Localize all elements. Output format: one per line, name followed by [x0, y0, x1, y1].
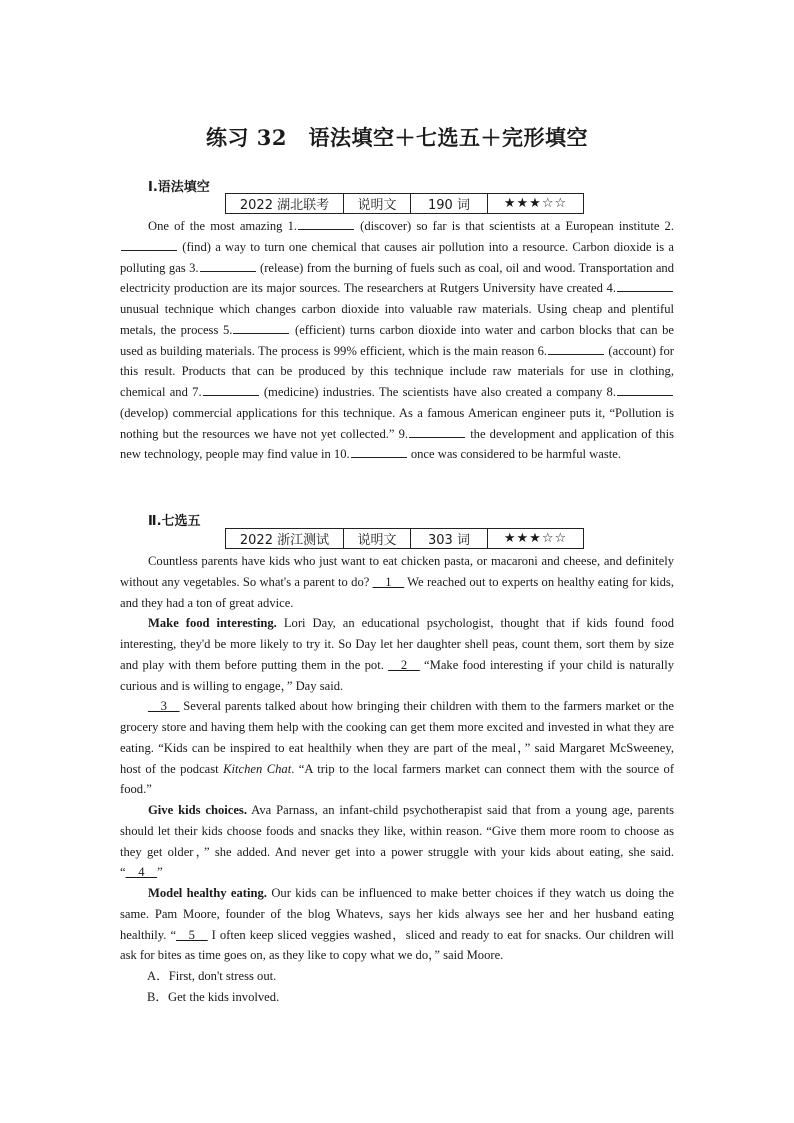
option-a[interactable]: A．First, don't stress out.	[147, 969, 277, 983]
meta-source: 2022 湖北联考	[226, 194, 344, 214]
paragraph-5: Model healthy eating. Our kids can be influenced to make better choices if they watch us doing the same. Pam Moore, founder of the blog Whatevs, says her kids always see her and her husband eating healthily. “__5__ I often keep sliced veggies washed，sliced and ready to eat for snacks. Our children will ask for bites as time goes on, as they like to copy what we do，” said Moore.	[120, 886, 675, 963]
blank-6[interactable]	[548, 341, 604, 355]
blank-5[interactable]: __5__	[176, 927, 208, 942]
blank-2[interactable]: __2__	[388, 657, 420, 672]
section1-meta-table	[225, 193, 584, 214]
meta-difficulty: ★★★☆☆	[488, 529, 584, 549]
section1-label: Ⅰ.语法填空	[148, 180, 210, 195]
blank-1[interactable]: __1__	[372, 574, 405, 589]
paragraph-2: Make food interesting. Lori Day, an educational psychologist, thought that if kids found food interesting, they'd be more likely to try it. So Day let her daughter shell peas, count them, sort them by size and play with them before putting them in the pot. __2__ “Make food interesting if your child is naturally curious and is willing to engage，” Day said.	[120, 616, 674, 693]
blank-2[interactable]	[121, 237, 177, 251]
paragraph-3: __3__ Several parents talked about how bringing their children with them to the farmers market or the grocery store and having them help with the cooking can get them more excited and invested in what they are eating. “Kids can be inspired to eat healthily when they are part of the meal，” said Margaret McSweeney, host of the podcast Kitchen Chat. “A trip to the local farmers market can connect them with the source of food.”	[120, 699, 675, 797]
paragraph-4: Give kids choices. Ava Parnass, an infant-child psychotherapist said that from a young age, parents should let their kids choose foods and snacks they like, within reason. “Give them more room to choose as they get older，” she added. And never get into a power struggle with your kids about eating, she said. “__4__”	[120, 803, 674, 880]
heading-model-healthy-eating: Model healthy eating.	[148, 886, 267, 900]
blank-9[interactable]	[409, 424, 465, 438]
section2-meta-table	[225, 528, 584, 549]
blank-10[interactable]	[351, 444, 407, 458]
blank-4[interactable]: __4__	[125, 865, 158, 880]
blank-7[interactable]	[203, 382, 259, 396]
grammar-passage: One of the most amazing 1. (discover) so far is that scientists at a European institute 2. (find) a way to turn one chemical that causes air pollution into a resource. Carbon dioxide is a polluting gas 3. (release) from the burning of fuels such as coal, oil and wood. Transportation and electricity production are its major sources. The researchers at Rutgers University have created 4. unusual technique which changes carbon dioxide into valuable raw materials. Using cheap and plentiful metals, the process 5. (efficient) turns carbon dioxide into water and carbon blocks that can be used as building materials. The process is 99% efficient, which is the main reason 6. (account) for this result. Products that can be produced by this technique include raw materials for use in clothing, chemical and 7. (medicine) industries. The scientists have also created a company 8. (develop) commercial applications for this technique. As a famous American engineer puts it, “Pollution is nothing but the resources we have not yet collected.” 9. the development and application of this new technology, people may find value in 10. once was considered to be harmful waste.	[120, 216, 674, 465]
heading-make-food-interesting: Make food interesting.	[148, 616, 277, 631]
meta-wordcount: 303 词	[411, 529, 488, 549]
blank-3[interactable]: __3__	[148, 699, 180, 714]
blank-1[interactable]	[298, 216, 354, 230]
blank-8[interactable]	[617, 382, 673, 396]
section1-passage	[120, 216, 674, 465]
page-title: 练习 32 语法填空＋七选五＋完形填空	[205, 125, 589, 150]
meta-source: 2022 浙江测试	[226, 529, 344, 549]
meta-genre: 说明文	[344, 529, 411, 549]
podcast-title: Kitchen Chat	[223, 761, 292, 776]
section2-label: Ⅱ.七选五	[148, 514, 201, 529]
blank-4[interactable]	[617, 278, 673, 292]
blank-5[interactable]	[233, 320, 289, 334]
paragraph-1: Countless parents have kids who just want to eat chicken pasta, or macaroni and cheese, and definitely without any vegetables. So what's a parent to do? __1__ We reached out to experts on healthy eating for kids, and they had a ton of great advice.	[120, 554, 674, 610]
meta-wordcount: 190 词	[411, 194, 488, 214]
option-b[interactable]: B．Get the kids involved.	[147, 989, 280, 1004]
section2-passage	[120, 551, 674, 1008]
heading-give-kids-choices: Give kids choices.	[148, 803, 247, 817]
meta-genre: 说明文	[344, 194, 411, 214]
blank-3[interactable]	[200, 258, 256, 272]
meta-difficulty: ★★★☆☆	[488, 194, 584, 214]
